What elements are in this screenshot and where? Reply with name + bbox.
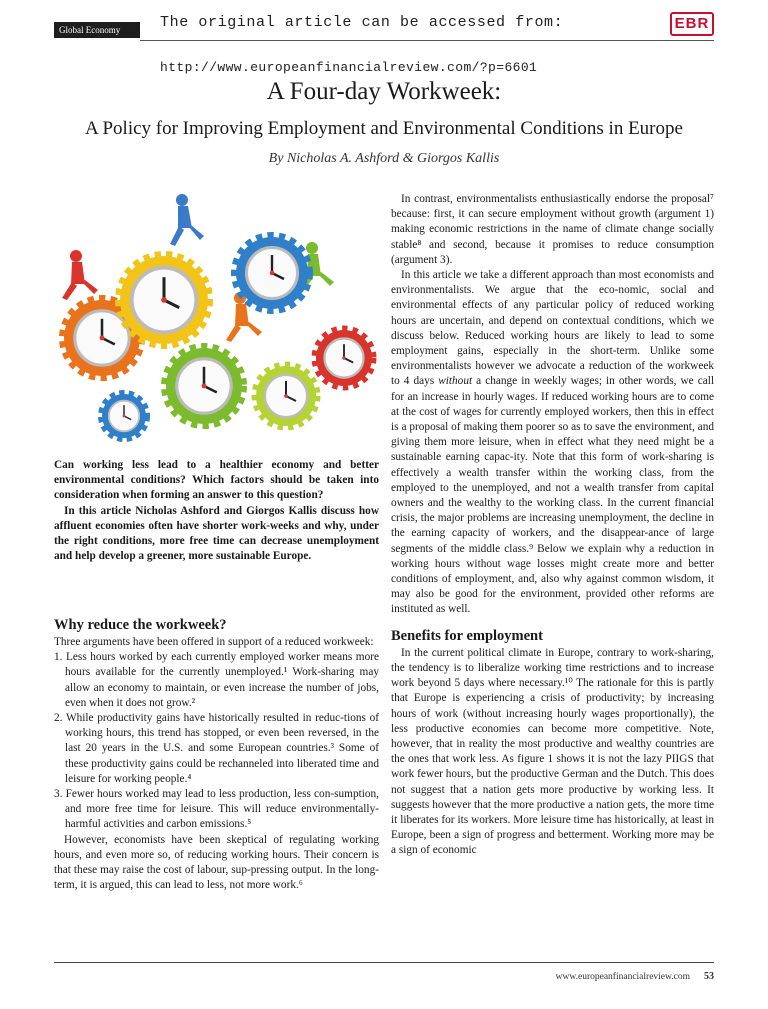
article-subtitle: A Policy for Improving Employment and Environmental Conditions in Europe xyxy=(85,118,683,139)
intro-paragraph: Can working less lead to a healthier economy and better environmental conditions? Which factors should be taken into consideration when forming an answer to this question? xyxy=(54,459,379,502)
page-footer xyxy=(556,971,714,982)
section-heading: Why reduce the workweek? xyxy=(54,617,227,633)
body-paragraph: However, economists have been skeptical of regulating working hours, and even more so, of reducing working hours. Their concern is that these may raise the cost of labour, sup-pressing output. In the long-term, it is argued, this can lead to less, not more work.⁶ xyxy=(54,833,379,892)
intro-paragraph: In this article Nicholas Ashford and Giorgos Kallis discuss how affluent economies often have shorter work-weeks and why, under the right conditions, more free time can decrease unemployment and help develop a greener, more sustainable Europe. xyxy=(54,504,379,563)
article-url-link[interactable]: http://www.europeanfinancialreview.com/?p=6601 xyxy=(160,60,538,75)
emphasis-text: without xyxy=(438,375,473,388)
runner-figure xyxy=(62,250,98,300)
section-label: Global Economy xyxy=(54,22,140,38)
article-byline: By Nicholas A. Ashford & Giorgos Kallis xyxy=(268,151,500,166)
body-paragraph: Three arguments have been offered in support of a reduced workweek: xyxy=(54,636,374,648)
left-column-body xyxy=(54,617,379,893)
body-paragraph: In the current political climate in Europe, contrary to work-sharing, the tendency is to liberalize working time restrictions and to increase work beyond 5 days where necessary.¹⁰ The rationale for this is partly that Europe is experiencing a crisis of productivity; by increasing hours of work (without increasing hourly wages proportionally), the less productive economies can become more competitive. Note, however, that in reality the most productive and wealthy countries are the ones that work less. As figure 1 shows it is not the lazy PIIGS that work fewer hours, but the productive German and the Dutch. This does not suggest that a nation gets more productive by working less. It suggests however that the more productive a nation gets, the more time it liberates for its workers. More leisure time has historically, at least in Europe, been a sign of progress and betterment. Working more may be a sign of economic xyxy=(391,646,714,857)
paragraph-text: a change in weekly wages; in other words, we call for an increase in hourly wages. If reduced working hours are to come at the cost of wages for currently employed workers, then this in effect is a proposal of making them poorer so as to save the environment, and giving them more leisure, when in effect what they need might be a sustainable earning capac-ity. Note that this form of work-sharing is effectively a wealth transfer within the working class, from the employed to the unemployed, and not a wealth transfer from capital owners and the wealthy to the working class. In the current financial crisis, the major problems are increasing unemployment, the decline in the earning capacity of workers, and the disappear-ance of large segments of the middle class.⁹ Below we explain why a reduction in working hours without wage losses might create more and better conditions of employment, and, also why against common wisdom, it may also be good for the environment, provided other reforms are instituted as well. xyxy=(391,375,715,616)
article-title: A Four-day Workweek: xyxy=(266,78,502,105)
runner-figure xyxy=(170,194,204,246)
ebr-logo: EBR xyxy=(670,12,714,36)
section-heading: Benefits for employment xyxy=(391,627,543,644)
list-item: 3. Fewer hours worked may lead to less production, less con-sumption, and more free time for leisure. This will reduce environmentally-harmful activities and carbon emissions.⁵ xyxy=(54,788,379,831)
gear-lime xyxy=(256,366,316,426)
article-intro xyxy=(54,458,379,564)
header-rule xyxy=(140,40,714,41)
body-paragraph: In contrast, environmentalists enthusiastically endorse the proposal⁷ because: first, it can secure employment without growth (argument 1) making economic restrictions in the name of climate change socially stable⁸ and second, because it promises to reduce consumption (argument 3). xyxy=(391,193,714,266)
gear-blue-small xyxy=(102,394,146,438)
page-number: 53 xyxy=(704,971,714,982)
paragraph-text: In this article we take a different approach than most economists and environmentalists. We argue that the eco-nomic, social and environmental effects of any particular policy of reduced working hours are uncertain, and depend on contextual conditions, which we discuss below. Reduced working hours are likely to lead to some employment gains, especially in the short-term. Unlike some environmentalists however we advocate a reduction of the workweek to 4 days xyxy=(391,269,714,388)
right-column-body xyxy=(391,192,714,859)
list-item: 2. While productivity gains have historically resulted in reduc-tions of working hours, this trend has stopped, or even been reversed, in the last 20 years in the U.S. and some European countries.³ Some of these productivity gains could be rechanneled into liberated time and leisure for working people.⁴ xyxy=(54,712,379,785)
footer-rule xyxy=(54,962,714,963)
gears-and-runners-illustration xyxy=(54,188,379,448)
body-paragraph xyxy=(391,268,714,618)
gear-yellow xyxy=(120,256,208,344)
argument-list xyxy=(54,650,379,832)
gear-green xyxy=(166,348,242,424)
gear-blue xyxy=(236,237,308,309)
footer-site-link[interactable]: www.europeanfinancialreview.com xyxy=(555,972,690,982)
list-item: 1. Less hours worked by each currently employed worker means more hours available for the currently unemployed.¹ Work-sharing may allow an economy to maintain, or even increase the number of jobs, even when it does not grow.² xyxy=(54,651,379,709)
access-notice: The original article can be accessed from: xyxy=(160,14,564,31)
gear-red xyxy=(316,330,372,386)
